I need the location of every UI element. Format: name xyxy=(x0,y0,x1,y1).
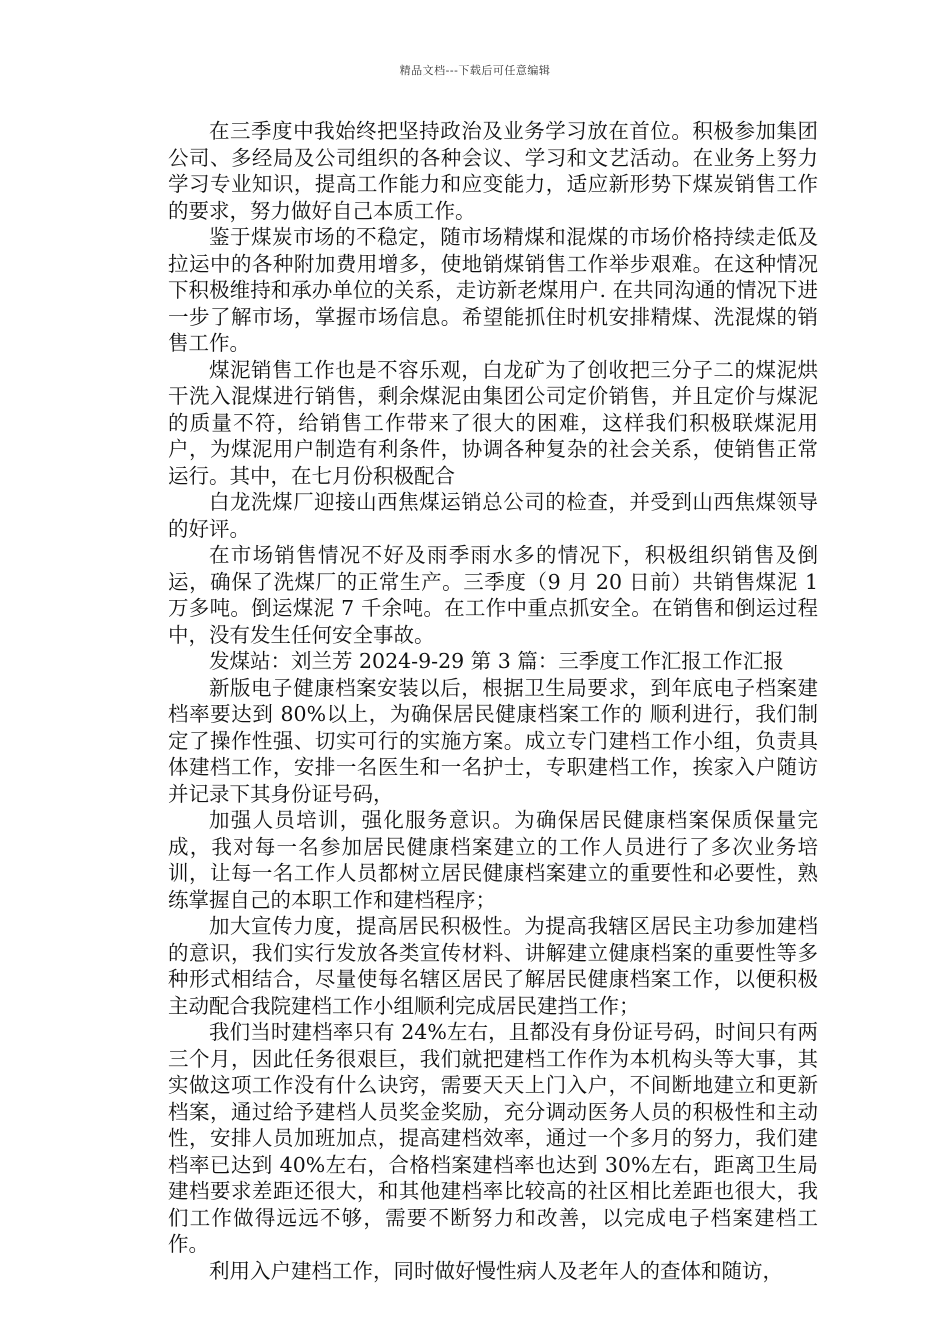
paragraph: 加强人员培训，强化服务意识。为确保居民健康档案保质保量完成，我对每一名参加居民健康档案建立的工作人员进行了多次业务培训，让每一名工作人员都树立居民健康档案建立的重要性和必要性，熟练掌握自己的本职工作和建档程序； xyxy=(168,808,818,912)
page-header: 精品文档---下载后可任意编辑 xyxy=(399,64,551,77)
paragraph: 白龙洗煤厂迎接山西焦煤运销总公司的检查，并受到山西焦煤领导的好评。 xyxy=(168,490,818,541)
paragraph: 在三季度中我始终把坚持政治及业务学习放在首位。积极参加集团公司、多经局及公司组织的各种会议、学习和文艺活动。在业务上努力学习专业知识，提高工作能力和应变能力，适应新形势下煤炭销售工作的要求，努力做好自己本质工作。 xyxy=(168,119,818,223)
paragraph: 煤泥销售工作也是不容乐观，白龙矿为了创收把三分子二的煤泥烘干洗入混煤进行销售，剩余煤泥由集团公司定价销售，并且定价与煤泥的质量不符，给销售工作带来了很大的困难，这样我们积极联煤泥用户，为煤泥用户制造有利条件，协调各种复杂的社会关系，使销售正常运行。其中，在七月份积极配合 xyxy=(168,357,818,488)
paragraph: 新版电子健康档案安装以后，根据卫生局要求，到年底电子档案建档率要达到 80%以上，为确保居民健康档案工作的 顺利进行，我们制定了操作性强、切实可行的实施方案。成立专门建档工作小组，负责具体建档工作，安排一名医生和一名护士，专职建档工作，挨家入户随访并记录下其身份证号码， xyxy=(168,675,818,806)
paragraph: 加大宣传力度，提高居民积极性。为提高我辖区居民主功参加建档的意识，我们实行发放各类宣传材料、讲解建立健康档案的重要性等多种形式相结合，尽量使每名辖区居民了解居民健康档案工作，以便积极主动配合我院建档工作小组顺利完成居民建挡工作； xyxy=(168,914,818,1018)
paragraph: 利用入户建档工作，同时做好慢性病人及老年人的查体和随访， xyxy=(209,1258,783,1283)
document-body xyxy=(168,118,818,1284)
paragraph: 鉴于煤炭市场的不稳定，随市场精煤和混煤的市场价格持续走低及拉运中的各种附加费用增多，使地销煤销售工作举步艰难。在这种情况下积极维持和承办单位的关系，走访新老煤用户. 在共同沟通的情况下进一步了解市场，掌握市场信息。希望能抓住时机安排精煤、洗混煤的销售工作。 xyxy=(168,225,818,355)
signature-line: 发煤站：刘兰芳 2024-9-29 第 3 篇：三季度工作汇报工作汇报 xyxy=(209,649,784,673)
paragraph: 我们当时建档率只有 24%左右，且都没有身份证号码，时间只有两三个月，因此任务很艰巨，我们就把建档工作作为本机构头等大事，其实做这项工作没有什么诀窍，需要天天上门入户，不间断地建立和更新档案，通过给予建档人员奖金奖励，充分调动医务人员的积极性和主动性，安排人员加班加点，提高建档效率，通过一个多月的努力，我们建档率已达到 40%左右，合格档案建档率也达到 30%左右，距离卫生局建档要求差距还很大，和其他建档率比较高的社区相比差距也很大，我们工作做得远远不够，需要不断努力和改善，以完成电子档案建档工作。 xyxy=(168,1020,818,1256)
paragraph: 在市场销售情况不好及雨季雨水多的情况下，积极组织销售及倒运，确保了洗煤厂的正常生产。三季度（9 月 20 日前）共销售煤泥 1 万多吨。倒运煤泥 7 千余吨。在工作中重点抓安全。在销售和倒运过程中，没有发生任何安全事故。 xyxy=(168,543,818,647)
